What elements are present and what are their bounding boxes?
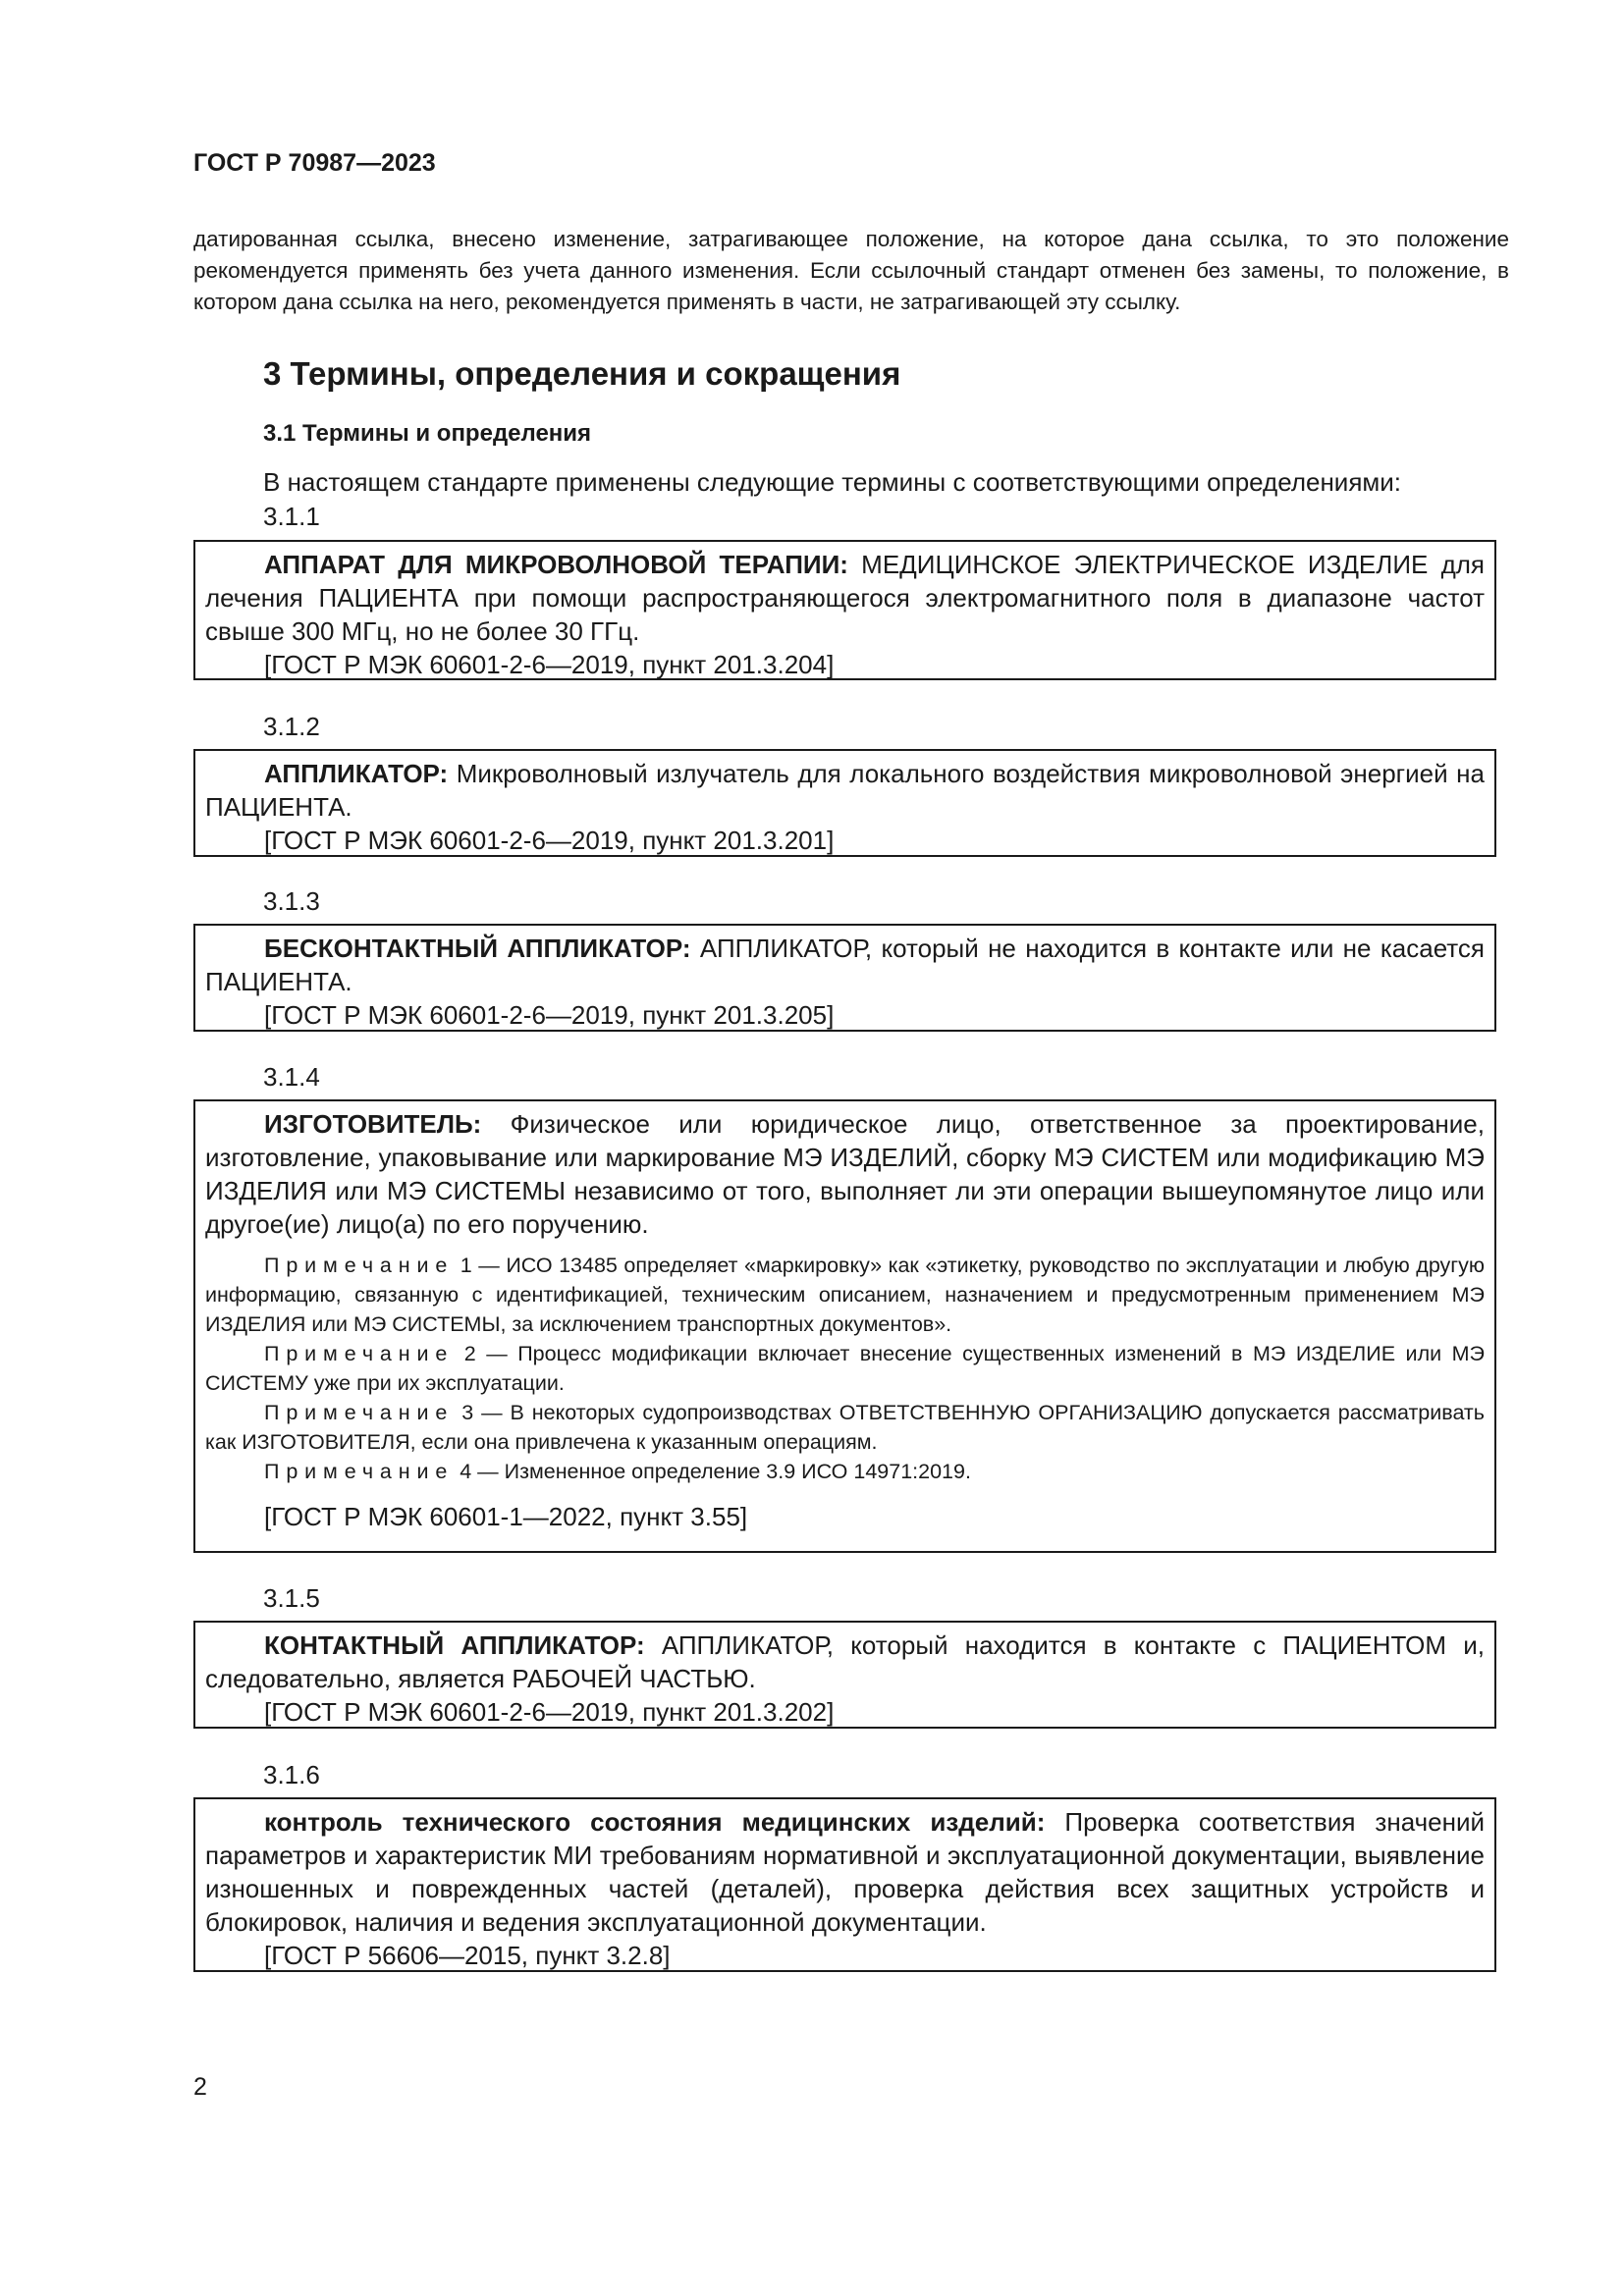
note-label: Примечание <box>264 1460 455 1483</box>
term-source: [ГОСТ Р МЭК 60601-2-6—2019, пункт 201.3.205] <box>264 1000 835 1030</box>
term-name: контроль технического состояния медицинских изделий: <box>264 1807 1046 1837</box>
definition-text: АППЛИКАТОР, который не находится в контакте или не касается ПАЦИЕНТА. <box>205 934 1485 996</box>
term-name: АППЛИКАТОР: <box>264 759 449 788</box>
note-label: Примечание <box>264 1254 455 1277</box>
term-source: [ГОСТ Р 56606—2015, пункт 3.2.8] <box>264 1941 671 1970</box>
note <box>205 1251 1485 1339</box>
definition-text: Проверка соответствия значений параметров и характеристик МИ требованиям нормативной и эксплуатационной документации, выявление изношенных и поврежденных частей (деталей), проверка действия всех защитных устройств и блокировок, наличия и ведения эксплуатационной документации. <box>205 1807 1485 1937</box>
note-text: 2 — Процесс модификации включает внесение существенных изменений в МЭ ИЗДЕЛИЕ или МЭ СИСТЕМУ уже при их эксплуатации. <box>205 1342 1485 1395</box>
term-box <box>193 1797 1496 1972</box>
intro-paragraph: датированная ссылка, внесено изменение, затрагивающее положение, на которое дана ссылка, то это положение рекомендуется применять без учета данного изменения. Если ссылочный стандарт отменен без замены, то положение, в котором дана ссылка на него, рекомендуется применять в части, не затрагивающей эту ссылку. <box>193 227 1509 314</box>
term-definition <box>205 757 1485 824</box>
subsection-title: 3.1 Термины и определения <box>263 420 592 447</box>
definition-text: Микроволновый излучатель для локального воздействия микроволновой энергией на ПАЦИЕНТА. <box>205 759 1485 822</box>
note-label: Примечание <box>264 1342 455 1365</box>
note <box>205 1457 1485 1486</box>
definition-text: МЕДИЦИНСКОЕ ЭЛЕКТРИЧЕСКОЕ ИЗДЕЛИЕ для лечения ПАЦИЕНТА при помощи распространяющегося электромагнитного поля в диапазоне частот свыше 300 МГц, но не более 30 ГГц. <box>205 550 1485 646</box>
note-label: Примечание <box>264 1401 455 1424</box>
term-definition <box>205 1805 1485 1939</box>
term-name: АППАРАТ ДЛЯ МИКРОВОЛНОВОЙ ТЕРАПИИ: <box>264 550 848 579</box>
definition-text: АППЛИКАТОР, который находится в контакте с ПАЦИЕНТОМ и, следовательно, является РАБОЧЕЙ ЧАСТЬЮ. <box>205 1630 1486 1693</box>
notes-block <box>205 1251 1485 1486</box>
term-box <box>193 1099 1496 1553</box>
lead-paragraph: В настоящем стандарте применены следующие термины с соответствующими определениями: <box>263 467 1402 497</box>
term-source: [ГОСТ Р МЭК 60601-2-6—2019, пункт 201.3.201] <box>264 826 835 855</box>
term-name: БЕСКОНТАКТНЫЙ АППЛИКАТОР: <box>264 934 691 963</box>
definition-text: Физическое или юридическое лицо, ответственное за проектирование, изготовление, упаковывание или маркирование МЭ ИЗДЕЛИЙ, сборку МЭ СИСТЕМ или модификацию МЭ ИЗДЕЛИЯ или МЭ СИСТЕМЫ независимо от того, выполняет ли эти операции вышеупомянутое лицо или другое(ие) лицо(а) по его поручению. <box>205 1109 1485 1239</box>
note-text: 1 — ИСО 13485 определяет «маркировку» как «этикетку, руководство по эксплуатации и любую другую информацию, связанную с идентификацией, техническим описанием, назначением и предусмотренным применением МЭ ИЗДЕЛИЯ или МЭ СИСТЕМЫ, за исключением транспортных документов». <box>205 1254 1486 1336</box>
section-title: 3 Термины, определения и сокращения <box>263 355 901 392</box>
note <box>205 1339 1485 1398</box>
term-box <box>193 749 1496 857</box>
note <box>205 1398 1485 1457</box>
page-number: 2 <box>193 2073 207 2101</box>
term-box <box>193 1621 1496 1729</box>
term-name: ИЗГОТОВИТЕЛЬ: <box>264 1109 482 1139</box>
term-name: КОНТАКТНЫЙ АППЛИКАТОР: <box>264 1630 645 1660</box>
term-number: 3.1.2 <box>263 712 320 741</box>
term-source: [ГОСТ Р МЭК 60601-2-6—2019, пункт 201.3.204] <box>264 650 835 679</box>
term-definition <box>205 932 1485 998</box>
term-number: 3.1.4 <box>263 1062 320 1092</box>
term-box <box>193 924 1496 1032</box>
term-number: 3.1.3 <box>263 886 320 916</box>
term-number: 3.1.5 <box>263 1583 320 1613</box>
document-id: ГОСТ Р 70987—2023 <box>193 149 436 177</box>
term-number: 3.1.1 <box>263 502 320 531</box>
term-box <box>193 540 1496 680</box>
term-source: [ГОСТ Р МЭК 60601-2-6—2019, пункт 201.3.202] <box>264 1697 835 1727</box>
term-number: 3.1.6 <box>263 1760 320 1789</box>
term-definition <box>205 1629 1485 1695</box>
term-source: [ГОСТ Р МЭК 60601-1—2022, пункт 3.55] <box>264 1502 748 1531</box>
term-definition <box>205 1107 1485 1241</box>
note-text: 4 — Измененное определение 3.9 ИСО 14971:2019. <box>460 1460 971 1483</box>
term-definition <box>205 548 1485 648</box>
note-text: 3 — В некоторых судопроизводствах ОТВЕТСТВЕННУЮ ОРГАНИЗАЦИЮ допускается рассматривать как ИЗГОТОВИТЕЛЯ, если она привлечена к указанным операциям. <box>205 1401 1485 1454</box>
